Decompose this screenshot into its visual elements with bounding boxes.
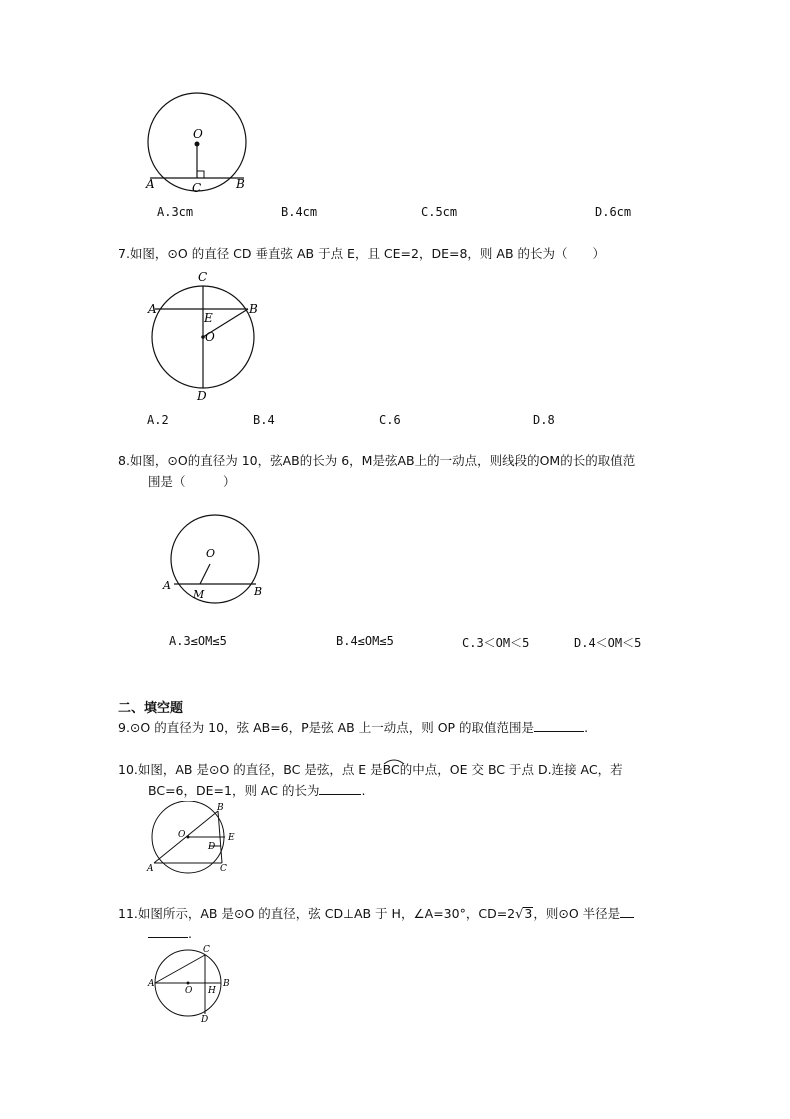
label-B: B [223,979,230,989]
q10-end: . [361,783,366,798]
q10-text-part2: 的中点，OE 交 BC 于点 D.连接 AC，若 [399,762,623,777]
q7-question: 7.如图，⊙O 的直径 CD 垂直弦 AB 于点 E，且 CE=2，DE=8，则 AB 的长为（ ） [118,246,606,261]
q11-answer-blank-a [620,905,634,918]
label-O: O [206,547,216,560]
label-O: O [193,127,203,141]
label-A: A [148,302,157,316]
label-E: E [228,833,235,843]
q11-end: . [188,926,192,941]
q6-option-a: A.3cm [157,205,194,219]
q10-answer-blank [319,782,361,795]
q10-figure [143,801,243,881]
label-E: E [204,311,213,325]
label-A: A [147,864,154,874]
q11-answer-blank-b [148,925,188,938]
q7-option-d: D.8 [533,413,555,427]
q11-text-part1: 11.如图所示，AB 是⊙O 的直径，弦 CD⊥AB 于 H，∠A=30°，CD=2 [118,906,516,921]
label-C: C [203,945,210,955]
q6-option-b: B.4cm [281,205,318,219]
label-C: C [198,270,208,284]
q8-question-line1: 8.如图，⊙O的直径为 10，弦AB的长为 6，M是弦AB上的一动点，则线段的OM的长的取值范 [118,453,636,468]
label-A: A [163,579,171,592]
label-B: B [236,177,245,191]
label-D: D [197,389,207,403]
q8-option-a: A.3≤OM≤5 [169,634,227,648]
q7-option-c: C.6 [379,413,401,427]
q11-sqrt: √3 [515,906,533,922]
label-C: C [192,181,202,195]
label-O: O [205,330,215,344]
q9-question [118,718,588,736]
label-O: O [185,986,193,996]
label-D: D [208,842,216,852]
q9-text: 9.⊙O 的直径为 10，弦 AB=6，P是弦 AB 上一动点，则 OP 的取值范围是 [118,720,535,735]
q7-option-a: A.2 [147,413,169,427]
label-D: D [201,1015,209,1024]
q10-question-line2 [148,781,365,799]
label-B: B [249,302,258,316]
label-A: A [146,177,155,191]
q11-text-part2: ，则⊙O 半径是 [533,906,621,921]
label-C: C [220,864,227,874]
q9-end: . [584,720,589,735]
q11-question-line2 [148,925,192,941]
q10-question-line1 [118,760,623,778]
q11-question-line1 [118,904,634,922]
label-M: M [193,588,205,601]
q6-figure [140,92,260,202]
q8-option-c: C.3＜OM＜5 [462,636,530,650]
label-B: B [217,803,224,813]
label-O: O [178,830,186,840]
q11-figure [143,942,243,1024]
section-title: 二、填空题 [118,701,184,716]
q8-figure [160,512,270,612]
q7-figure [145,268,265,404]
q10-text-part1: 10.如图，AB 是⊙O 的直径，BC 是弦，点 E 是 [118,762,383,777]
label-B: B [254,585,263,598]
q8-option-b: B.4≤OM≤5 [336,634,394,648]
label-H: H [208,986,216,996]
q7-option-b: B.4 [253,413,275,427]
q9-answer-blank [534,719,584,732]
q10-text-line2: BC=6，DE=1，则 AC 的长为 [148,783,320,798]
q8-option-d: D.4＜OM＜5 [574,636,642,650]
q10-arc-bc: BC [383,762,400,777]
label-A: A [148,979,155,989]
q8-question-line2: 围是（ ） [148,474,236,489]
q6-option-c: C.5cm [421,205,458,219]
q6-option-d: D.6cm [595,205,632,219]
